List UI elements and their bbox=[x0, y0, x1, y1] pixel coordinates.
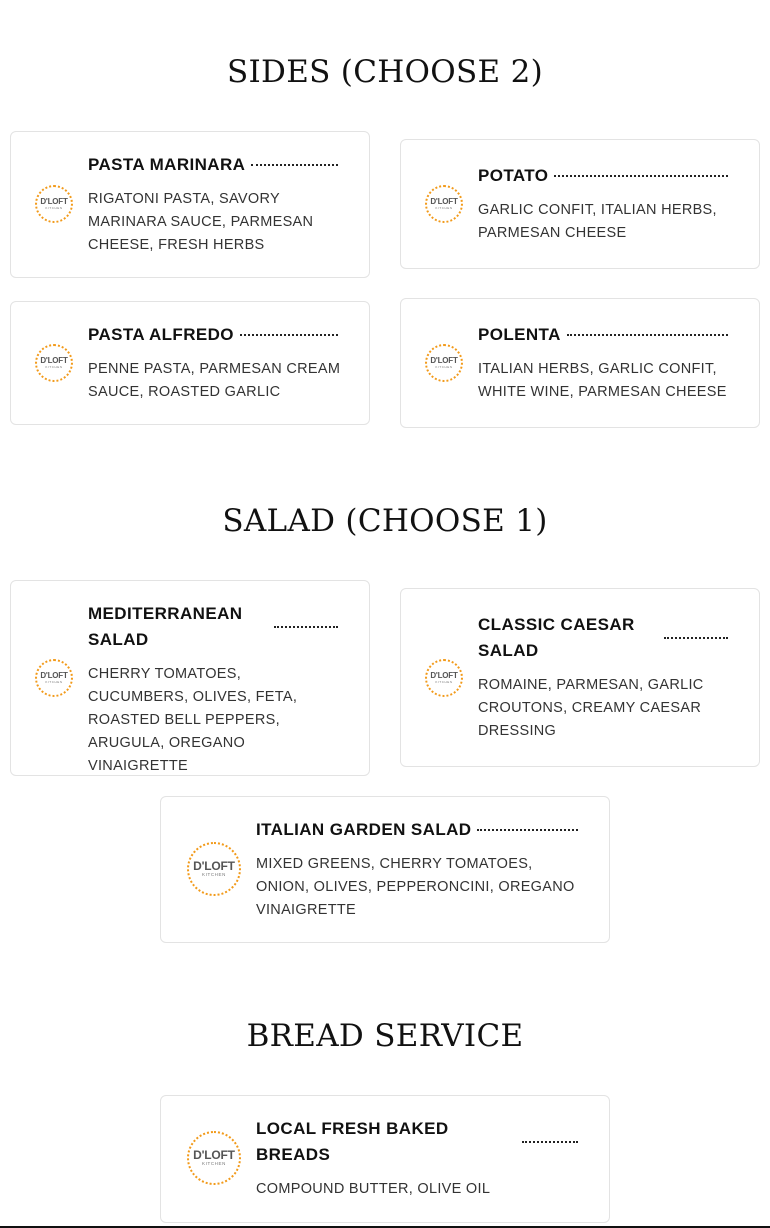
item-name: MEDITERRANEAN SALAD bbox=[88, 604, 243, 649]
item-header bbox=[88, 322, 338, 348]
item-name: PASTA ALFREDO bbox=[88, 325, 234, 344]
item-name: PASTA MARINARA bbox=[88, 155, 246, 174]
dloft-logo-icon: D'LOFT KITCHEN bbox=[35, 659, 73, 697]
dotted-leader bbox=[240, 334, 338, 336]
menu-card-potato bbox=[400, 139, 760, 269]
item-header bbox=[478, 163, 728, 189]
menu-card-polenta bbox=[400, 298, 760, 428]
section-title-salad: SALAD (CHOOSE 1) bbox=[222, 503, 548, 539]
item-description: PENNE PASTA, PARMESAN CREAM SAUCE, ROASTED GARLIC bbox=[88, 361, 341, 400]
dloft-logo-icon: D'LOFT KITCHEN bbox=[187, 1131, 241, 1185]
dloft-logo-icon: D'LOFT KITCHEN bbox=[425, 659, 463, 697]
item-description: GARLIC CONFIT, ITALIAN HERBS, PARMESAN CHEESE bbox=[478, 202, 717, 241]
dloft-logo-icon: D'LOFT KITCHEN bbox=[35, 185, 73, 223]
item-name: LOCAL FRESH BAKED BREADS bbox=[256, 1119, 449, 1164]
menu-card-pasta-alfredo bbox=[10, 301, 370, 425]
item-description: ROMAINE, PARMESAN, GARLIC CROUTONS, CREAMY CAESAR DRESSING bbox=[478, 677, 704, 739]
menu-card-mediterranean-salad bbox=[10, 580, 370, 776]
item-header bbox=[478, 612, 728, 664]
section-title-sides: SIDES (CHOOSE 2) bbox=[226, 54, 544, 90]
item-name: ITALIAN GARDEN SALAD bbox=[256, 820, 472, 839]
item-header bbox=[256, 1116, 578, 1168]
item-description: RIGATONI PASTA, SAVORY MARINARA SAUCE, PARMESAN CHEESE, FRESH HERBS bbox=[88, 191, 314, 253]
section-title-bread-service: BREAD SERVICE bbox=[246, 1018, 524, 1054]
dloft-logo-icon: D'LOFT KITCHEN bbox=[425, 185, 463, 223]
menu-card-local-fresh-baked-breads bbox=[160, 1095, 610, 1223]
item-description: COMPOUND BUTTER, OLIVE OIL bbox=[256, 1181, 491, 1197]
item-header bbox=[88, 601, 338, 653]
item-name: CLASSIC CAESAR SALAD bbox=[478, 615, 635, 660]
dloft-logo-icon: D'LOFT KITCHEN bbox=[187, 842, 241, 896]
item-name: POTATO bbox=[478, 166, 549, 185]
dotted-leader bbox=[274, 626, 338, 628]
item-header bbox=[478, 322, 728, 348]
dotted-leader bbox=[567, 334, 728, 336]
menu-card-italian-garden-salad bbox=[160, 796, 610, 943]
dotted-leader bbox=[251, 164, 338, 166]
item-description: CHERRY TOMATOES, CUCUMBERS, OLIVES, FETA, ROASTED BELL PEPPERS, ARUGULA, OREGANO VINAIGRETTE bbox=[88, 666, 298, 774]
item-description: MIXED GREENS, CHERRY TOMATOES, ONION, OLIVES, PEPPERONCINI, OREGANO VINAIGRETTE bbox=[256, 856, 575, 918]
menu-card-pasta-marinara bbox=[10, 131, 370, 278]
menu-card-classic-caesar-salad bbox=[400, 588, 760, 767]
dloft-logo-icon: D'LOFT KITCHEN bbox=[425, 344, 463, 382]
dotted-leader bbox=[477, 829, 578, 831]
item-name: POLENTA bbox=[478, 325, 561, 344]
dotted-leader bbox=[554, 175, 728, 177]
item-header bbox=[256, 817, 578, 843]
dotted-leader bbox=[522, 1141, 578, 1143]
item-description: ITALIAN HERBS, GARLIC CONFIT, WHITE WINE, PARMESAN CHEESE bbox=[478, 361, 727, 400]
dotted-leader bbox=[664, 637, 728, 639]
item-header bbox=[88, 152, 338, 178]
dloft-logo-icon: D'LOFT KITCHEN bbox=[35, 344, 73, 382]
